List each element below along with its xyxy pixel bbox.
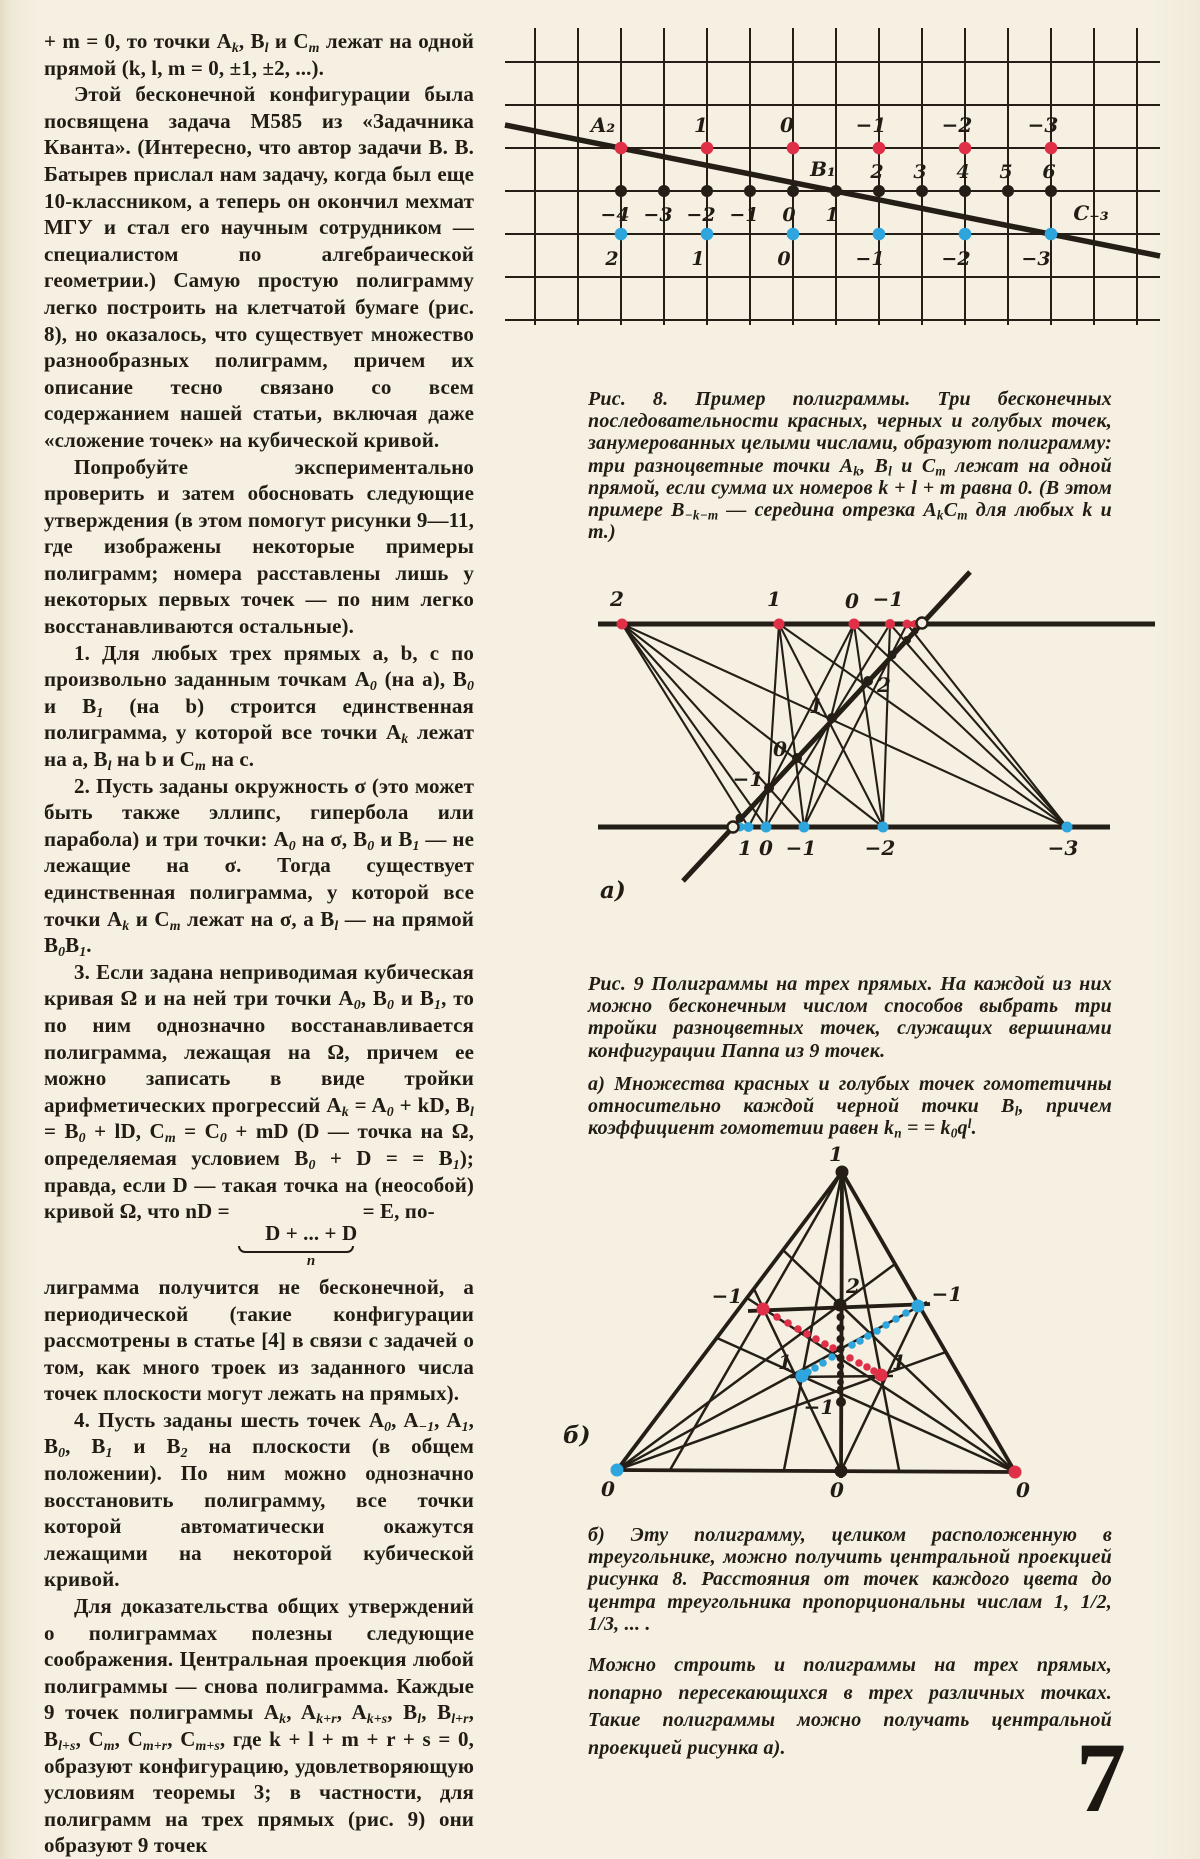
closing-paragraph: Можно строить и полиграммы на трех прямых, попарно пересекающихся в трех различных точках. Такие полиграммы можно получать центральной проекцией рисунка а). bbox=[588, 1654, 1112, 1759]
subfigure-tag-a: а) bbox=[600, 877, 626, 904]
item3-text-end: = E, по- bbox=[357, 1199, 435, 1224]
caption-text-b: б) Эту полиграмму, целиком расположенную в треугольнике, можно получить центральной проекцией рисунка 8. Расстояния от точек каждого цвета до центра треугольника пропорциональны числам 1, 1/2, 1/3, ... . bbox=[588, 1524, 1112, 1635]
point-label: 3 bbox=[913, 161, 927, 183]
point-label-B1: B₁ bbox=[810, 157, 836, 181]
underbrace-formula bbox=[235, 1222, 357, 1270]
point-label: −1 bbox=[872, 587, 904, 611]
point-label: −2 bbox=[864, 836, 896, 860]
limit-point-bottom bbox=[728, 822, 739, 833]
bottom-center-point bbox=[835, 1465, 848, 1478]
triangle-right-edge bbox=[842, 1172, 1015, 1472]
figure-9a-three-lines-polygram bbox=[560, 560, 1160, 905]
figure-9-caption bbox=[588, 973, 1112, 1139]
point-label: −1 bbox=[729, 204, 759, 226]
point-label: 0 bbox=[782, 204, 796, 226]
paragraph: Попробуйте экспериментально проверить и затем обосновать следующие утверждения (в этом помогут рисунки 9—11, где изображены некоторые примеры полиграмм; номера расставлены лишь у некоторых первых точек — по ним легко восстанавливаются остальные). bbox=[44, 454, 474, 639]
point-label: −2 bbox=[941, 113, 973, 137]
point-label: 1 bbox=[694, 113, 708, 137]
point-label: −1 bbox=[855, 248, 885, 270]
point-label: −2 bbox=[941, 248, 971, 270]
line-b-diagonal bbox=[683, 572, 970, 881]
list-item-1: 1. Для любых трех прямых a, b, c по произвольно заданным точкам $A_0$ (на a), $B_0$ и $B_1$ (на b) строится единственная полиграмма, у которой все точки $A_k$ лежат на a, $B_l$ на b и $C_m$ на c. bbox=[44, 640, 474, 773]
point-label: 1 bbox=[825, 204, 839, 226]
point-label: −1 bbox=[785, 836, 817, 860]
list-item-3-continued: лиграмма получится не бесконечной, а периодической (такие конфигурации рассмотрены в статье [4] в связи с задачей о том, как много троек из заданного числа точек плоскости могут лежать на прямых). bbox=[44, 1274, 474, 1406]
mid-center-black-point bbox=[834, 1299, 847, 1312]
point-label: 2 bbox=[870, 161, 884, 183]
paragraph-continuation: + m = 0, то точки $A_k$, $B_l$ и $C_m$ лежат на одной прямой (k, l, m = 0, ±1, ±2, ...). bbox=[44, 29, 475, 80]
point-label: −1 bbox=[803, 1395, 835, 1419]
point-label: A₂ bbox=[590, 113, 616, 137]
point-label: −1 bbox=[711, 1284, 743, 1308]
bottom-left-point bbox=[611, 1464, 624, 1477]
point-label: 5 bbox=[999, 161, 1013, 183]
underbrace-expression: D + ... + D bbox=[265, 1221, 358, 1246]
point-label: 0 bbox=[845, 589, 859, 613]
point-label: −3 bbox=[643, 204, 673, 226]
inner-blue-point bbox=[796, 1370, 809, 1383]
point-label: 2 bbox=[846, 1274, 860, 1298]
figure-8-grid-polygram bbox=[505, 18, 1160, 336]
point-label: 0 bbox=[830, 1478, 844, 1502]
caption-text-a: а) Множества красных и голубых точек гомотетичны относительно каждой черной точки $B_l$, причем коэффициент гомотетии равен $k_n$ = = $k_0q^l$. bbox=[588, 1072, 1112, 1141]
point-label: 4 bbox=[956, 161, 970, 183]
figure-8-caption bbox=[588, 388, 1112, 543]
point-label: 2 bbox=[610, 587, 624, 611]
limit-point-top bbox=[917, 618, 928, 629]
cevian-lines bbox=[617, 1172, 1015, 1472]
mid-left-red-point bbox=[757, 1303, 770, 1316]
item3-text: 3. Если задана неприводимая кубическая кривая Ω и на ней три точки $A_0$, $B_0$ и $B_1$, то по ним однозначно восстанавливается полиграмма, лежащая на Ω, причем ее можно записать в виде тройки арифметических прогрессий $A_k = A_0$ + kD, $B_l = B_0$ + lD, $C_m = C_0$ + mD (D — точка на Ω, определяемая условием $B_0 + D$ = = $B_1$); правда, если D — такая точка на (неособой) кривой Ω, что nD = bbox=[44, 959, 475, 1224]
bottom-right-point bbox=[1009, 1466, 1022, 1479]
point-label-C-3: C₋₃ bbox=[1073, 201, 1109, 225]
point-label: 0 bbox=[780, 113, 794, 137]
figure-9b-triangle-polygram bbox=[555, 1142, 1165, 1515]
list-item-4: 4. Пусть заданы шесть точек $A_0$, $A_{-1}$, $A_1$, $B_0$, $B_1$ и $B_2$ на плоскости (в общем положении). По ним можно однозначно восстановить полиграмму, все точки которой автоматически окажутся лежащими на некоторой кубической кривой. bbox=[44, 1407, 475, 1592]
point-label: −1 bbox=[931, 1282, 963, 1306]
point-label: −2 bbox=[686, 204, 716, 226]
point-label: 1 bbox=[778, 1350, 792, 1374]
left-text-column bbox=[44, 28, 474, 1859]
apex-point bbox=[836, 1166, 849, 1179]
pappus-lines bbox=[622, 624, 1067, 827]
point-label: −3 bbox=[1027, 113, 1059, 137]
point-label: 2 bbox=[877, 673, 891, 697]
triangle-bottom-edge bbox=[617, 1470, 1015, 1472]
caption-text: Рис. 8. Пример полиграммы. Три бесконечных последовательности красных, черных и голубых точек, занумерованных целыми числами, образуют полиграмму: три разноцветные точки $A_k$, $B_l$ и $C_m$ лежат на одной прямой, если сумма их номеров k + l + m равна 0. (В этом примере $B_{-k-m}$ — середина отрезка $A_kC_m$ для любых k и m.) bbox=[588, 388, 1113, 544]
point-label: 1 bbox=[767, 587, 781, 611]
list-item-3 bbox=[44, 959, 474, 1270]
three-main-lines bbox=[598, 572, 1155, 881]
triangle-left-edge bbox=[617, 1172, 842, 1470]
axis-black-point bbox=[836, 1397, 846, 1407]
paragraph: Этой бесконечной конфигурации была посвящена задача М585 из «Задачника Кванта». (Интересно, что автор задачи В. В. Батырев прислал нам задачу, когда был еще 10-классником, а теперь он окончил мехмат МГУ и стал его научным сотрудником — специалистом по алгебраической геометрии.) Самую простую полиграмму легко построить на клетчатой бумаге (рис. 8), но оказалось, что существует множество разнообразных полиграмм, причем их описание тесно связано со всем содержанием нашей статьи, включая даже «сложение точек» на кубической кривой. bbox=[44, 82, 474, 452]
point-label: 1 bbox=[829, 1142, 843, 1166]
point-label: 0 bbox=[601, 1477, 615, 1501]
figure-9b-caption bbox=[588, 1524, 1112, 1635]
point-label: 6 bbox=[1042, 161, 1056, 183]
point-label: 0 bbox=[1016, 1478, 1030, 1502]
paragraph: Для доказательства общих утверждений о полиграммах полезны следующие соображения. Центральная проекция любой полиграммы — снова полиграмма. Каждые 9 точек полиграммы $A_k$, $A_{k+r}$, $A_{k+s}$, $B_l$, $B_{l+r}$, $B_{l+s}$, $C_m$, $C_{m+r}$, $C_{m+s}$, где k + l + m + r + s = 0, образуют конфигурацию, удовлетворяющую условиям теоремы 3; в частности, для полиграмм на трех прямых (рис. 9) они образуют 9 точек bbox=[44, 1594, 475, 1858]
point-label: 1 bbox=[738, 836, 752, 860]
mid-right-blue-point bbox=[912, 1300, 925, 1313]
inner-red-point bbox=[875, 1369, 888, 1382]
figure-9a-labels bbox=[600, 587, 1078, 904]
point-label: 0 bbox=[773, 737, 787, 761]
underbrace-label: n bbox=[306, 1253, 316, 1270]
point-label: −3 bbox=[1047, 836, 1079, 860]
point-label: −1 bbox=[732, 767, 764, 791]
underbrace-icon bbox=[238, 1246, 354, 1253]
point-label: −1 bbox=[855, 113, 887, 137]
point-label: 1 bbox=[809, 694, 823, 718]
list-item-2: 2. Пусть заданы окружность σ (это может быть также эллипс, гипербола или парабола) и три точки: $A_0$ на σ, $B_0$ и $B_1$ — не лежащие на σ. Тогда существует единственная полиграмма, у которой все точки $A_k$ и $C_m$ лежат на σ, а $B_l$ — на прямой $B_0B_1$. bbox=[44, 773, 475, 960]
page-number: 7 bbox=[1076, 1722, 1126, 1833]
point-label: 0 bbox=[759, 836, 773, 860]
point-label: −4 bbox=[600, 204, 630, 226]
point-label: 1 bbox=[892, 1350, 906, 1374]
point-label: 0 bbox=[777, 248, 791, 270]
subfigure-tag-b: б) bbox=[563, 1422, 591, 1449]
caption-text: Рис. 9 Полиграммы на трех прямых. На каждой из них можно бесконечным числом способов выбрать три тройки разноцветных точек, служащих вершинами конфигурации Паппа из 9 точек. bbox=[588, 973, 1112, 1062]
point-label: 2 bbox=[605, 248, 619, 270]
point-label: 1 bbox=[691, 248, 705, 270]
point-label: −3 bbox=[1021, 248, 1051, 270]
